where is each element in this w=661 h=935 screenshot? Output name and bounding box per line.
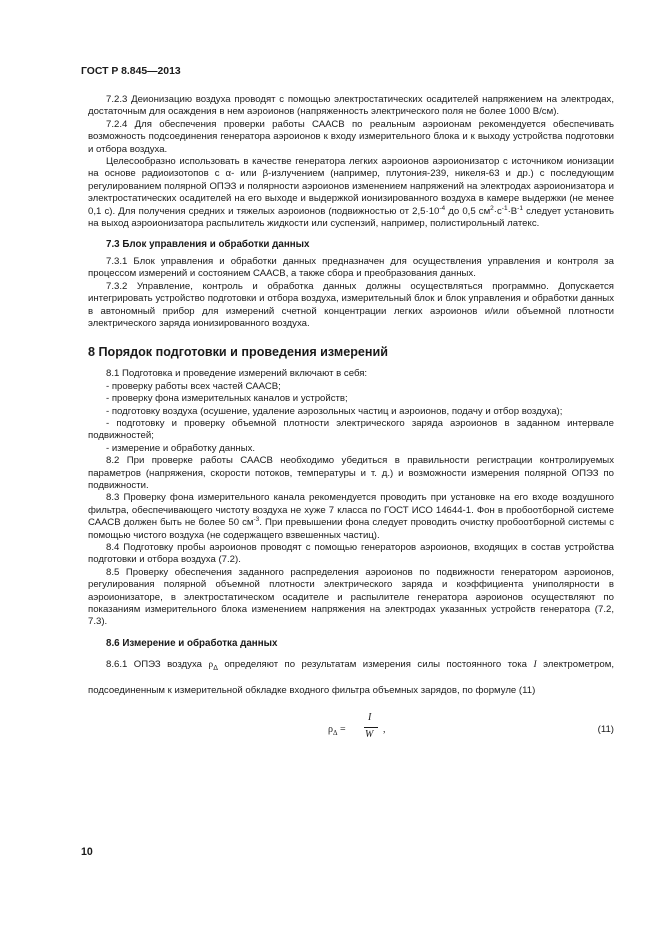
paragraph-8-1: 8.1 Подготовка и проведение измерений включают в себя: [106, 368, 368, 380]
paragraph-generator [88, 156, 614, 230]
section-heading-8: 8 Порядок подготовки и проведения измерений [88, 345, 388, 360]
rho-symbol: ρ [328, 724, 333, 736]
list-item: - проверку работы всех частей СААСВ; [106, 380, 281, 392]
text-run: до 0,5 см [445, 205, 491, 217]
subsection-heading-7-3: 7.3 Блок управления и обработки данных [106, 239, 310, 251]
formula-lhs [328, 724, 346, 739]
page-number: 10 [81, 846, 93, 858]
paragraph-8-2: 8.2 При проверке работы СААСВ необходимо убедиться в правильности регистрации контролируемых параметров (напряжения, скорости потоков, температуры и т. д.) и возможности измерения полярной ОПЭЗ по подвижности. [88, 455, 614, 491]
text-run: ·В [507, 205, 518, 217]
list-item: - проверку фона измерительных каналов и устройств; [106, 393, 348, 405]
superscript: -1 [517, 204, 523, 212]
document-code-header: ГОСТ Р 8.845—2013 [81, 66, 181, 77]
equals-sign: = [337, 724, 346, 736]
rho-symbol: ρ [208, 659, 214, 671]
superscript: -1 [501, 204, 508, 212]
subscript: Δ [333, 729, 338, 738]
fraction-bar [364, 727, 378, 728]
superscript: 2 [490, 204, 494, 212]
formula-numerator: I [368, 712, 372, 724]
paragraph-7-3-2: 7.3.2 Управление, контроль и обработка данных должны осуществляться программно. Допускается интегрировать устройство подготовки и отбора воздуха, измерительный блок и блок управления и обработки данных в автономный прибор для измерений счетной концентрации легких аэроионов и/или объемной плотности электрического заряда ионизированного воздуха. [88, 280, 614, 329]
list-item: - измерение и обработку данных. [106, 442, 256, 454]
list-item: - подготовку и проверку объемной плотности электрического заряда аэроионов в заданном интервале подвижностей; [88, 417, 614, 442]
text-run: следует установить на выход аэроионизатора распылитель жидкости или суспензий, например, полистирольный латекс. [88, 205, 614, 230]
equation-number: (11) [597, 724, 614, 736]
document-body [88, 94, 614, 752]
formula-11 [88, 708, 614, 752]
text-run: 8.3 Проверку фона измерительного канала рекомендуется проводить при установке на его входе воздушного фильтра, обеспечивающего чистоту воздуха не хуже 7 класса по ГОСТ ИСО 14644-1. Фон в пробоотборной системе СААСВ должен быть не более 50 см [88, 492, 614, 529]
paragraph-7-2-3: 7.2.3 Деионизацию воздуха проводят с помощью электростатических осадителей напряжением на электродах, достаточным для осаждения в нем аэроионов (напряженность электрического поля не более 1000 В/см). [88, 94, 614, 118]
text-run: определяют по результатам измерения силы постоянного тока [217, 659, 534, 671]
text-run: 8.6.1 ОПЭЗ воздуха [106, 659, 209, 671]
superscript: -4 [439, 204, 446, 212]
paragraph-8-3 [88, 492, 614, 542]
current-symbol: I [533, 659, 537, 671]
text-run: электрометром, подсоединенным к измерительной обкладке входного фильтра объемных зарядов, по формуле (11) [88, 659, 615, 697]
text-run: Целесообразно использовать в качестве генератора легких аэроионов аэроионизатор с источником ионизации на основе радиоизотопов с α- или β-излучением (например, плутония-239, никеля-63 и др.) с последующим регулированием полярной ОПЭЗ и полярности аэроионов изменением напряжений на электродах аэроионизатора и электростатических осадителей на его выходе и выдержкой ионизированного воздуха в камере выдержки (не менее 0,1 с). Для получения средних и тяжелых аэроионов (подвижностью от 2,5·10 [88, 156, 614, 217]
subsection-heading-8-6: 8.6 Измерение и обработка данных [106, 637, 278, 649]
text-run: ·с [493, 205, 502, 217]
superscript: -3 [253, 516, 260, 524]
paragraph-8-4: 8.4 Подготовку пробы аэроионов проводят с помощью генераторов аэроионов, входящих в состав устройства подготовки и отбора воздуха (7.2). [88, 542, 614, 566]
paragraph-7-3-1: 7.3.1 Блок управления и обработки данных предназначен для осуществления управления и контроля за процессом измерений и состоянием СААСВ, а также сбора и преобразования данных. [88, 255, 614, 280]
formula-comma: , [383, 724, 386, 736]
paragraph-7-2-4: 7.2.4 Для обеспечения проверки работы СААСВ по реальным аэроионам рекомендуется обеспечивать возможность подсоединения генератора аэроионов к входу измерительного блока и к выходу устройства подготовки и отбора воздуха. [88, 118, 614, 155]
subscript: Δ [213, 665, 218, 673]
paragraph-8-5: 8.5 Проверку обеспечения заданного распределения аэроионов по подвижности генератором аэроионов, регулирования полярной объемной плотности электрического заряда и коэффициента униполярности в аэроионизаторе, в электростатическом осадителе и распылителе генератора аэроионов осуществляют по показаниям измерительного блока изменением напряжения на электродах указанных устройств генератора (7.2, 7.3). [88, 566, 614, 628]
text-run: . При превышении фона следует проводить очистку пробоотборной системы с помощью чистого воздуха (не содержащего взвешенных частиц). [88, 517, 614, 541]
formula-denominator: W [365, 729, 374, 741]
paragraph-8-6-1 [88, 654, 614, 702]
list-item: - подготовку воздуха (осушение, удаление аэрозольных частиц и аэроионов, подачу и отбор воздуха); [106, 405, 563, 417]
